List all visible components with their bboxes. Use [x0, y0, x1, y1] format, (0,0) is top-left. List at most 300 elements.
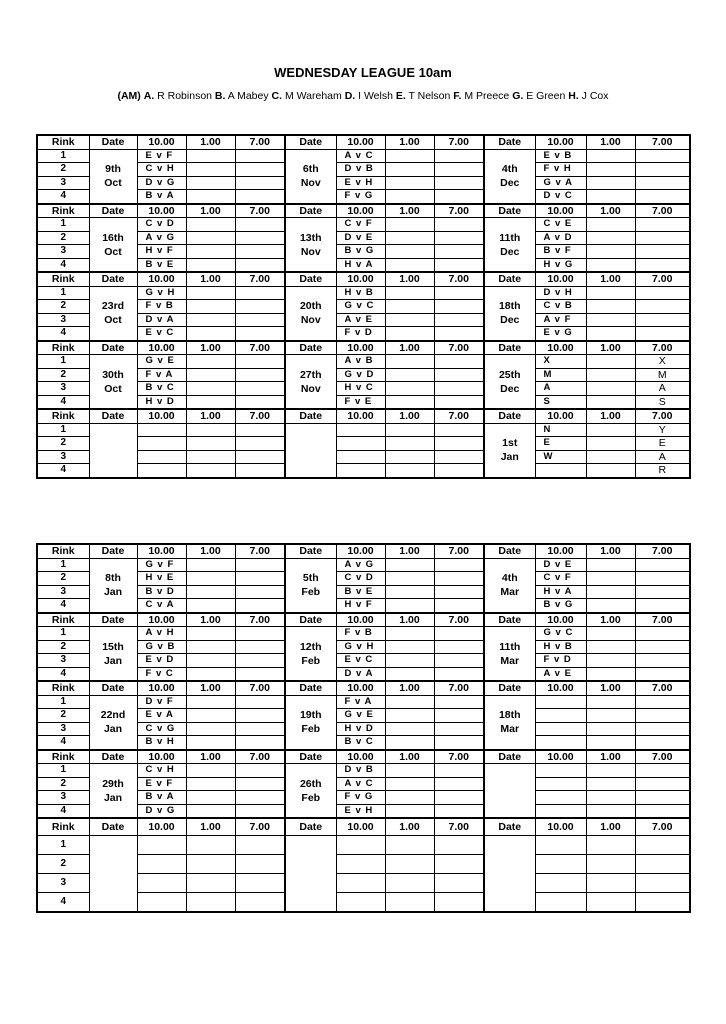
slot-7pm — [434, 176, 484, 190]
date-header: Date — [89, 544, 137, 558]
slot-1pm — [586, 777, 635, 791]
match-cell: B v D — [137, 585, 186, 599]
match-cell: A v C — [336, 149, 385, 163]
match-cell — [535, 722, 586, 736]
rink-header: Rink — [37, 272, 89, 286]
slot-1pm — [186, 450, 235, 464]
slot-1pm — [186, 722, 235, 736]
date-header: Date — [89, 681, 137, 695]
slot-7pm — [635, 654, 690, 668]
match-cell: A v C — [336, 777, 385, 791]
slot-7pm — [635, 893, 690, 913]
slot-1pm — [385, 791, 434, 805]
time-header-7: 7.00 — [235, 818, 285, 836]
match-cell: B v G — [535, 599, 586, 613]
match-cell — [137, 855, 186, 874]
slot-1pm — [586, 874, 635, 893]
slot-7pm — [635, 558, 690, 572]
date-cell — [89, 149, 137, 204]
time-header-10: 10.00 — [535, 409, 586, 423]
slot-1pm — [586, 437, 635, 451]
slot-1pm — [186, 558, 235, 572]
slot-7pm — [434, 395, 484, 409]
slot-1pm — [385, 218, 434, 232]
slot-7pm — [434, 464, 484, 478]
date-cell — [89, 627, 137, 682]
date-line: Oct — [104, 382, 122, 395]
slot-7pm — [635, 627, 690, 641]
slot-7pm — [635, 245, 690, 259]
rink-number: 2 — [37, 777, 89, 791]
date-line: Nov — [300, 314, 321, 326]
header-row — [37, 613, 690, 627]
rink-row — [37, 218, 690, 232]
slot-1pm — [385, 382, 434, 396]
slot-1pm — [586, 190, 635, 204]
time-header-1: 1.00 — [186, 272, 235, 286]
time-header-7: 7.00 — [635, 409, 690, 423]
rink-number: 3 — [37, 245, 89, 259]
slot-1pm — [186, 893, 235, 913]
rink-number: 2 — [37, 231, 89, 245]
match-cell: D v G — [137, 176, 186, 190]
date-line: Feb — [301, 654, 321, 667]
time-header-10: 10.00 — [137, 544, 186, 558]
match-cell — [535, 836, 586, 855]
slot-7pm — [434, 722, 484, 736]
slot-1pm — [586, 423, 635, 437]
date-line: Jan — [103, 723, 123, 735]
time-header-1: 1.00 — [385, 272, 434, 286]
legend-key: G. — [512, 90, 524, 102]
rink-number: 3 — [37, 654, 89, 668]
slot-1pm — [586, 736, 635, 750]
time-header-7: 7.00 — [434, 272, 484, 286]
match-cell: E v G — [535, 327, 586, 341]
rink-header: Rink — [37, 750, 89, 764]
legend-player-name: M Preece — [461, 90, 510, 102]
match-cell: B v H — [137, 736, 186, 750]
slot-1pm — [186, 791, 235, 805]
rink-number: 1 — [37, 627, 89, 641]
date-cell — [285, 355, 336, 410]
match-cell: G v A — [535, 176, 586, 190]
slot-1pm — [385, 313, 434, 327]
date-line: 18th — [498, 300, 521, 312]
slot-7pm — [434, 313, 484, 327]
match-cell: B v C — [137, 382, 186, 396]
rink-header: Rink — [37, 544, 89, 558]
slot-1pm — [586, 627, 635, 641]
schedule-table-autumn — [36, 134, 691, 479]
rink-number: 1 — [37, 836, 89, 855]
rink-number: 1 — [37, 558, 89, 572]
slot-1pm — [586, 327, 635, 341]
legend-key: F. — [453, 90, 462, 102]
match-cell — [137, 836, 186, 855]
time-header-7: 7.00 — [235, 341, 285, 355]
match-cell: A v E — [535, 667, 586, 681]
time-header-1: 1.00 — [586, 681, 635, 695]
slot-7pm — [635, 722, 690, 736]
date-cell — [484, 286, 535, 341]
slot-1pm — [586, 368, 635, 382]
time-header-1: 1.00 — [186, 204, 235, 218]
slot-7pm: E — [635, 437, 690, 451]
slot-1pm — [385, 231, 434, 245]
slot-7pm — [235, 777, 285, 791]
time-header-10: 10.00 — [137, 135, 186, 149]
date-line: Nov — [300, 245, 321, 258]
slot-7pm — [635, 855, 690, 874]
match-cell: H v A — [336, 258, 385, 272]
match-cell: H v A — [535, 585, 586, 599]
time-header-10: 10.00 — [336, 135, 385, 149]
slot-7pm — [434, 327, 484, 341]
slot-7pm — [235, 764, 285, 778]
date-line: 4th — [501, 572, 518, 584]
slot-7pm — [235, 300, 285, 314]
time-header-1: 1.00 — [586, 341, 635, 355]
rink-number: 2 — [37, 572, 89, 586]
slot-1pm — [586, 300, 635, 314]
slot-7pm — [434, 709, 484, 723]
slot-7pm: R — [635, 464, 690, 478]
time-header-7: 7.00 — [635, 135, 690, 149]
match-cell — [535, 893, 586, 913]
date-cell — [285, 149, 336, 204]
match-cell — [336, 893, 385, 913]
date-header: Date — [285, 613, 336, 627]
slot-1pm — [186, 437, 235, 451]
time-header-10: 10.00 — [535, 613, 586, 627]
legend-key: B. — [214, 90, 226, 102]
match-cell: D v E — [336, 231, 385, 245]
rink-number: 1 — [37, 355, 89, 369]
slot-1pm — [385, 149, 434, 163]
date-cell — [285, 627, 336, 682]
slot-7pm — [434, 218, 484, 232]
legend-player-name: I Welsh — [355, 90, 393, 102]
slot-1pm — [586, 640, 635, 654]
header-row — [37, 204, 690, 218]
legend-player-name: R Robinson — [154, 90, 212, 102]
slot-1pm — [385, 736, 434, 750]
slot-7pm — [635, 836, 690, 855]
date-cell — [484, 836, 535, 913]
slot-7pm — [235, 450, 285, 464]
rink-row — [37, 149, 690, 163]
date-header: Date — [484, 272, 535, 286]
match-cell: W — [535, 450, 586, 464]
slot-1pm — [586, 395, 635, 409]
slot-1pm — [186, 163, 235, 177]
date-line: Dec — [500, 314, 520, 326]
match-cell: F v D — [336, 327, 385, 341]
slot-1pm — [385, 395, 434, 409]
slot-1pm — [186, 736, 235, 750]
slot-1pm — [586, 163, 635, 177]
time-header-1: 1.00 — [586, 750, 635, 764]
match-cell: D v C — [535, 190, 586, 204]
legend-key: D. — [344, 90, 356, 102]
time-header-1: 1.00 — [385, 135, 434, 149]
slot-1pm — [186, 231, 235, 245]
rink-number: 2 — [37, 163, 89, 177]
slot-1pm — [186, 874, 235, 893]
slot-7pm — [434, 777, 484, 791]
match-cell: C v F — [535, 572, 586, 586]
slot-1pm — [586, 286, 635, 300]
slot-1pm — [186, 627, 235, 641]
rink-number: 4 — [37, 736, 89, 750]
date-header: Date — [89, 750, 137, 764]
slot-1pm — [586, 355, 635, 369]
date-line: Oct — [104, 177, 122, 189]
slot-1pm — [385, 327, 434, 341]
slot-7pm — [434, 558, 484, 572]
slot-7pm — [235, 258, 285, 272]
match-cell — [336, 423, 385, 437]
date-line: 25th — [498, 368, 521, 381]
time-header-10: 10.00 — [336, 613, 385, 627]
time-header-1: 1.00 — [385, 750, 434, 764]
slot-7pm: Y — [635, 423, 690, 437]
schedule-table-spring — [36, 543, 691, 913]
match-cell: C v A — [137, 599, 186, 613]
date-line: 4th — [501, 163, 518, 175]
slot-7pm — [434, 245, 484, 259]
slot-7pm — [635, 218, 690, 232]
match-cell: C v F — [336, 218, 385, 232]
slot-1pm — [186, 423, 235, 437]
match-cell — [137, 450, 186, 464]
slot-1pm — [186, 258, 235, 272]
date-line: Dec — [500, 245, 520, 258]
match-cell — [137, 437, 186, 451]
rink-number: 2 — [37, 640, 89, 654]
rink-row — [37, 423, 690, 437]
date-header: Date — [89, 135, 137, 149]
header-row — [37, 750, 690, 764]
time-header-7: 7.00 — [635, 613, 690, 627]
slot-1pm — [586, 585, 635, 599]
date-header: Date — [484, 681, 535, 695]
slot-1pm — [385, 599, 434, 613]
time-header-7: 7.00 — [434, 135, 484, 149]
slot-7pm — [434, 667, 484, 681]
slot-1pm — [186, 176, 235, 190]
time-header-7: 7.00 — [235, 681, 285, 695]
date-line: Nov — [300, 177, 321, 189]
match-cell: F v B — [137, 300, 186, 314]
slot-7pm — [635, 572, 690, 586]
date-cell — [89, 423, 137, 478]
rink-number: 2 — [37, 300, 89, 314]
time-header-7: 7.00 — [235, 272, 285, 286]
match-cell: F v G — [336, 190, 385, 204]
slot-7pm — [235, 176, 285, 190]
slot-1pm — [385, 855, 434, 874]
match-cell: B v E — [336, 585, 385, 599]
slot-7pm — [235, 893, 285, 913]
slot-1pm — [186, 654, 235, 668]
slot-7pm — [635, 736, 690, 750]
slot-7pm — [235, 572, 285, 586]
date-line: 15th — [102, 640, 124, 653]
slot-1pm — [586, 382, 635, 396]
time-header-1: 1.00 — [586, 272, 635, 286]
match-cell — [535, 874, 586, 893]
slot-7pm — [434, 450, 484, 464]
match-cell: H v B — [336, 286, 385, 300]
slot-1pm — [385, 245, 434, 259]
slot-7pm — [635, 667, 690, 681]
match-cell — [137, 893, 186, 913]
match-cell: D v A — [336, 667, 385, 681]
time-header-1: 1.00 — [186, 681, 235, 695]
slot-1pm — [385, 722, 434, 736]
legend-key: (AM) — [117, 90, 141, 102]
date-line: 1st — [502, 437, 518, 449]
time-header-1: 1.00 — [586, 613, 635, 627]
legend-player-name: M Wareham — [282, 90, 342, 102]
rink-row — [37, 355, 690, 369]
slot-7pm — [434, 654, 484, 668]
slot-7pm — [635, 695, 690, 709]
time-header-10: 10.00 — [336, 681, 385, 695]
match-cell: G v C — [336, 300, 385, 314]
player-legend — [0, 90, 726, 102]
slot-1pm — [186, 286, 235, 300]
date-line: Jan — [103, 654, 123, 667]
slot-1pm — [385, 355, 434, 369]
rink-number: 4 — [37, 599, 89, 613]
match-cell — [535, 855, 586, 874]
match-cell: F v D — [535, 654, 586, 668]
time-header-7: 7.00 — [434, 341, 484, 355]
rink-number: 3 — [37, 585, 89, 599]
match-cell: E — [535, 437, 586, 451]
date-header: Date — [484, 750, 535, 764]
slot-7pm — [235, 437, 285, 451]
header-row — [37, 341, 690, 355]
slot-7pm — [434, 855, 484, 874]
match-cell: N — [535, 423, 586, 437]
date-line: Jan — [500, 451, 519, 463]
rink-number: 4 — [37, 804, 89, 818]
slot-1pm — [186, 572, 235, 586]
time-header-7: 7.00 — [434, 204, 484, 218]
slot-1pm — [385, 423, 434, 437]
time-header-1: 1.00 — [586, 544, 635, 558]
date-line: Oct — [104, 314, 122, 326]
slot-7pm — [635, 791, 690, 805]
slot-1pm — [186, 218, 235, 232]
date-header: Date — [285, 272, 336, 286]
match-cell: M — [535, 368, 586, 382]
slot-1pm — [586, 791, 635, 805]
rink-number: 2 — [37, 368, 89, 382]
date-line: Feb — [301, 723, 321, 735]
match-cell: A v F — [535, 313, 586, 327]
rink-number: 3 — [37, 382, 89, 396]
match-cell — [535, 709, 586, 723]
slot-1pm — [385, 654, 434, 668]
rink-number: 3 — [37, 450, 89, 464]
rink-header: Rink — [37, 204, 89, 218]
legend-key: H. — [568, 90, 579, 102]
time-header-1: 1.00 — [186, 341, 235, 355]
slot-1pm — [186, 695, 235, 709]
match-cell: H v D — [336, 722, 385, 736]
slot-1pm — [186, 149, 235, 163]
slot-7pm — [434, 368, 484, 382]
match-cell: B v F — [535, 245, 586, 259]
rink-header: Rink — [37, 613, 89, 627]
time-header-7: 7.00 — [635, 750, 690, 764]
rink-number: 2 — [37, 437, 89, 451]
slot-1pm — [186, 300, 235, 314]
match-cell: E v C — [137, 327, 186, 341]
date-cell — [285, 558, 336, 613]
match-cell: C v G — [137, 722, 186, 736]
slot-7pm — [635, 286, 690, 300]
slot-7pm — [635, 585, 690, 599]
slot-7pm — [235, 736, 285, 750]
slot-1pm — [586, 722, 635, 736]
time-header-1: 1.00 — [186, 409, 235, 423]
match-cell: B v G — [336, 245, 385, 259]
slot-7pm — [434, 355, 484, 369]
match-cell: B v C — [336, 736, 385, 750]
slot-1pm — [186, 355, 235, 369]
time-header-1: 1.00 — [186, 818, 235, 836]
date-cell — [89, 218, 137, 273]
date-header: Date — [484, 818, 535, 836]
slot-7pm — [635, 190, 690, 204]
time-header-10: 10.00 — [535, 341, 586, 355]
time-header-10: 10.00 — [137, 613, 186, 627]
rink-header: Rink — [37, 818, 89, 836]
time-header-10: 10.00 — [137, 750, 186, 764]
legend-player-name: E Green — [523, 90, 566, 102]
rink-row — [37, 836, 690, 855]
slot-1pm — [586, 464, 635, 478]
slot-1pm — [586, 558, 635, 572]
slot-7pm — [434, 258, 484, 272]
time-header-10: 10.00 — [336, 544, 385, 558]
match-cell: G v F — [137, 558, 186, 572]
date-line: 6th — [302, 163, 319, 175]
slot-1pm — [586, 572, 635, 586]
date-cell — [285, 764, 336, 819]
slot-7pm — [434, 893, 484, 913]
header-row — [37, 272, 690, 286]
match-cell: B v E — [137, 258, 186, 272]
slot-7pm — [434, 585, 484, 599]
slot-1pm — [586, 313, 635, 327]
rink-number: 1 — [37, 218, 89, 232]
date-line: 19th — [299, 709, 322, 721]
slot-1pm — [186, 640, 235, 654]
date-header: Date — [285, 750, 336, 764]
date-cell — [484, 149, 535, 204]
time-header-10: 10.00 — [137, 681, 186, 695]
time-header-10: 10.00 — [137, 272, 186, 286]
slot-7pm — [635, 709, 690, 723]
match-cell: F v G — [336, 791, 385, 805]
